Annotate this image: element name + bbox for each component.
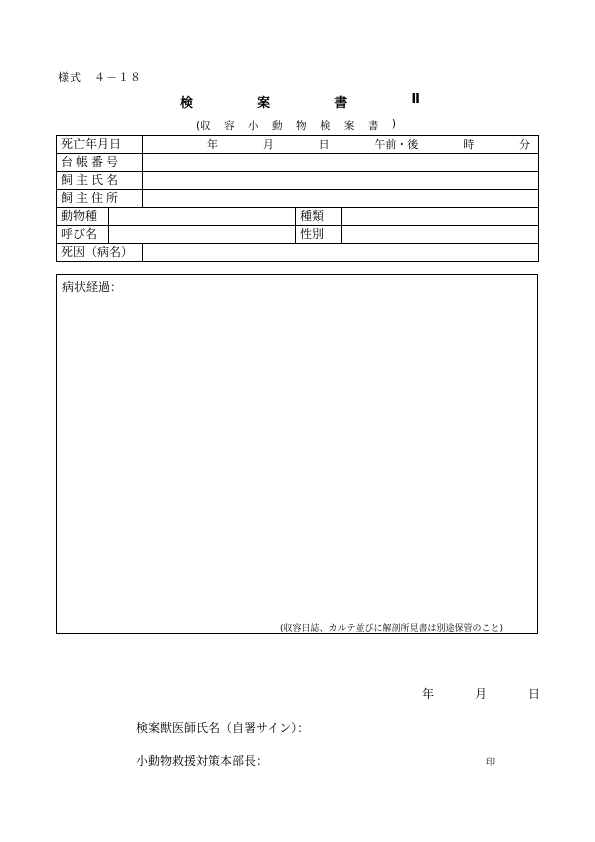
date-part: 時 [463,138,475,151]
owner-address-field[interactable] [143,190,539,208]
subtitle-char: 案 [343,120,355,132]
case-progress-label: 病状経過： [62,280,123,294]
title-char: 検 [180,96,194,111]
subtitle-char: 容 [224,120,235,132]
table-row [57,136,539,154]
species-label: 動物種 [57,208,109,226]
seal-mark: 印 [486,758,496,768]
document-subtitle [196,118,396,133]
death-date-label: 死亡年月日 [57,136,143,154]
case-progress-note: (収容日誌、カルテ並びに解剖所見書は別途保管のこと) [280,624,504,634]
table-row [57,208,539,226]
date-part: 月 [474,687,487,701]
subtitle-char: ) [391,118,396,130]
date-part: 日 [318,138,330,151]
subtitle-char: 動 [272,120,283,132]
subtitle-char: 書 [367,120,379,132]
sex-label: 性別 [296,226,342,244]
sex-field[interactable] [342,226,539,244]
breed-label: 種類 [296,208,342,226]
date-part: 年 [207,138,219,151]
date-part: 分 [519,138,530,151]
subtitle-char: 物 [295,120,307,132]
table-row [57,226,539,244]
date-part: 午前・後 [374,138,419,151]
title-char: Ⅱ [411,92,420,107]
table-row [57,190,539,208]
signature-date [422,685,540,702]
cause-label: 死因（病名） [57,244,143,262]
vet-signature-label: 検案獣医師氏名（自署サイン）： [136,721,310,735]
table-row [57,154,539,172]
table-row [57,244,539,262]
table-row [57,172,539,190]
case-progress-box[interactable] [56,274,538,634]
info-table [56,135,539,262]
call-name-label: 呼び名 [57,226,109,244]
owner-name-label: 飼主氏名 [57,172,143,190]
date-part: 年 [422,687,435,701]
breed-field[interactable] [342,208,539,226]
species-field[interactable] [109,208,296,226]
death-date-field[interactable] [143,136,539,154]
date-part: 月 [262,138,274,151]
ledger-number-field[interactable] [143,154,539,172]
ledger-number-label: 台帳番号 [57,154,143,172]
form-id: 様式 ４－１８ [58,71,142,84]
document-title [180,92,420,112]
date-part: 日 [527,687,540,701]
call-name-field[interactable] [109,226,296,244]
title-char: 書 [334,96,348,111]
owner-name-field[interactable] [143,172,539,190]
subtitle-char: 小 [248,120,259,132]
subtitle-char: 検 [319,120,331,132]
owner-address-label: 飼主住所 [57,190,143,208]
cause-field[interactable] [143,244,539,262]
chief-signature-label: 小動物救援対策本部長： [136,754,269,768]
title-char: 案 [257,96,271,111]
subtitle-char: (収 [196,120,211,132]
